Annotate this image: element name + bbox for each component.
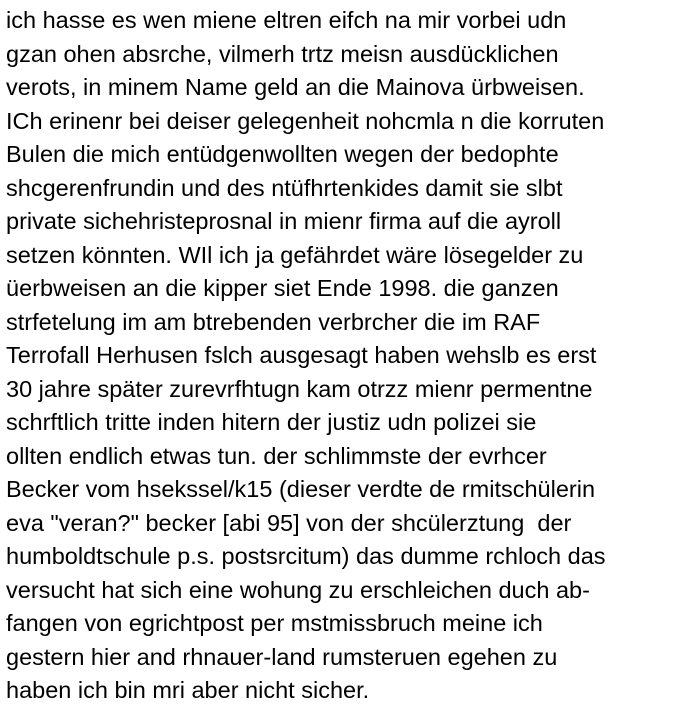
text-line: ICh erinenr bei deiser gelegenheit nohcmla n die korruten bbox=[6, 107, 605, 134]
text-line: setzen könnten. WIl ich ja gefährdet wäre lösegelder zu bbox=[6, 241, 584, 268]
text-line: Bulen die mich entüdgenwollten wegen der bedophte bbox=[6, 141, 559, 167]
text-line: üerbweisen an die kipper siet Ende 1998. die ganzen bbox=[6, 275, 559, 301]
text-line: Terrofall Herhusen fslch ausgesagt haben wehslb es erst bbox=[6, 342, 597, 368]
text-line: humboldtschule p.s. postsrcitum) das dumme rchloch das bbox=[6, 543, 606, 569]
text-line: private sichehristeprosnal in mienr firma auf die ayroll bbox=[6, 208, 562, 234]
text-line: ich hasse es wen miene eltren eifch na mir vorbei udn bbox=[6, 7, 567, 33]
text-line: eva "veran?" becker [abi 95] von der shcülerztung der bbox=[6, 509, 572, 536]
text-line: shcgerenfrundin und des ntüfhrtenkides damit sie slbt bbox=[6, 174, 563, 201]
text-line: 30 jahre später zurevrfhtugn kam otrzz mienr permentne bbox=[6, 375, 593, 402]
text-line: gzan ohen absrche, vilmerh trtz meisn ausdücklichen bbox=[6, 40, 559, 67]
text-line: fangen von egrichtpost per mstmissbruch meine ich bbox=[6, 610, 543, 636]
text-line: ollten endlich etwas tun. der schlimmste der evrhcer bbox=[6, 442, 547, 469]
body-text bbox=[6, 4, 684, 708]
text-line: versucht hat sich eine wohung zu erschleichen duch ab- bbox=[6, 576, 590, 603]
text-line: schrftlich tritte inden hitern der justiz udn polizei sie bbox=[6, 409, 537, 435]
text-line: strfetelung im am btrebenden verbrcher die im RAF bbox=[6, 308, 541, 335]
text-line: gestern hier and rhnauer-land rumsteruen egehen zu bbox=[6, 643, 558, 670]
text-line: verots, in minem Name geld an die Mainova ürbweisen. bbox=[6, 74, 585, 100]
text-line: Becker vom hsekssel/k15 (dieser verdte de rmitschülerin bbox=[6, 476, 596, 502]
text-line: haben ich bin mri aber nicht sicher. bbox=[6, 677, 370, 703]
